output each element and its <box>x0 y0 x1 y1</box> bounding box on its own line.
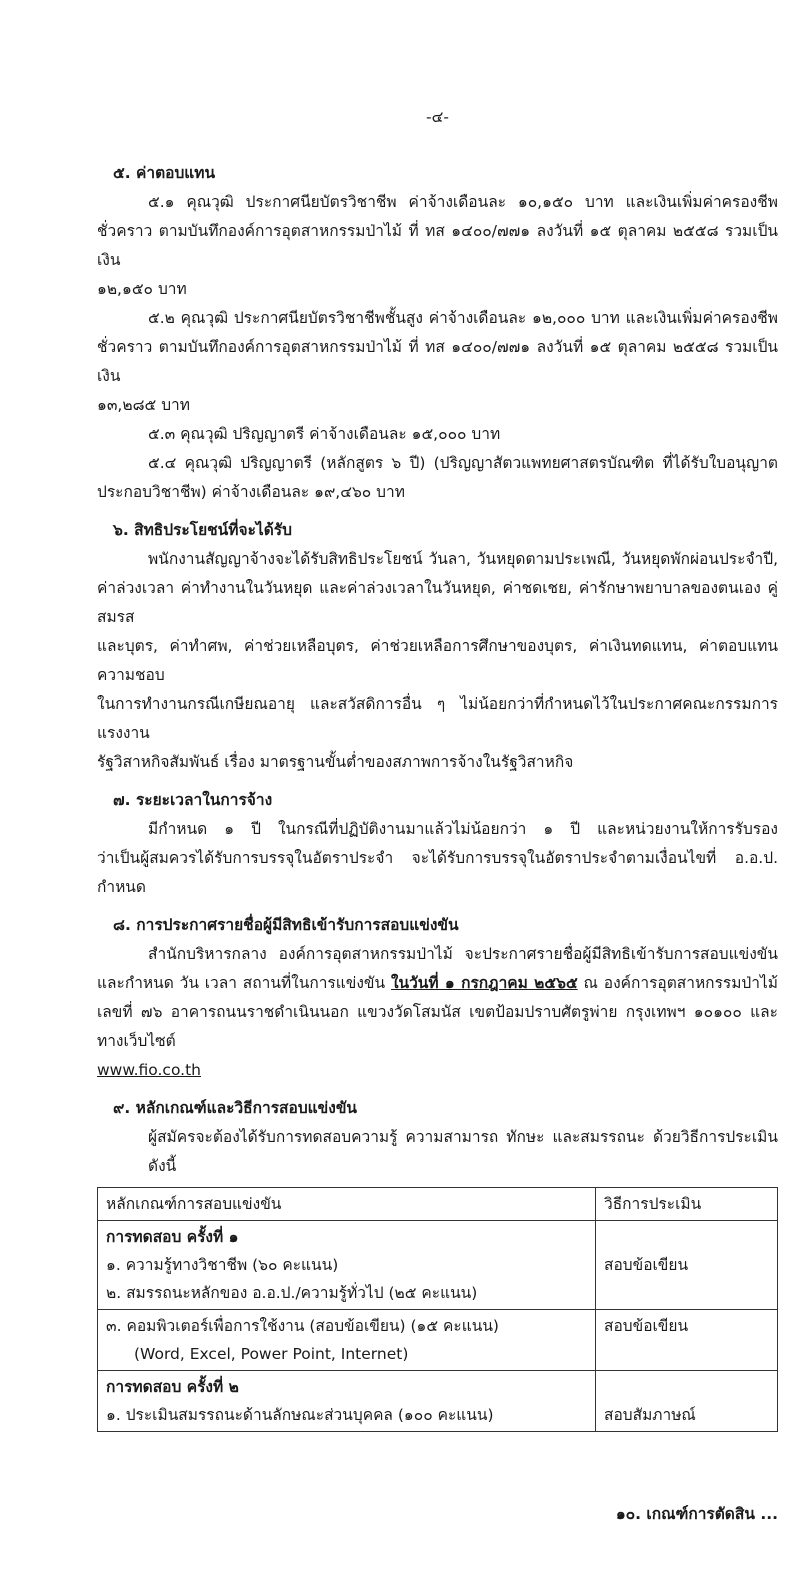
s8-text: และกำหนด วัน เวลา สถานที่ในการแข่งขัน <box>97 974 391 992</box>
section-7-heading: ๗. ระยะเวลาในการจ้าง <box>113 791 273 809</box>
s7-line: มีกำหนด ๑ ปี ในกรณีที่ปฏิบัติงานมาแล้วไม่น้อยกว่า ๑ ปี และหน่วยงานให้การรับรอง <box>148 820 778 838</box>
s6-line: และบุตร, ค่าทำศพ, ค่าช่วยเหลือบุตร, ค่าช่วยเหลือการศึกษาของบุตร, ค่าเงินทดแทน, ค่าตอบแทนความชอบ <box>97 637 778 684</box>
website-link[interactable]: www.fio.co.th <box>97 1061 201 1079</box>
exam-criteria-table <box>97 1187 778 1432</box>
header-method: วิธีการประเมิน <box>596 1188 778 1221</box>
s6-line: ในการทำงานกรณีเกษียณอายุ และสวัสดิการอื่น ๆ ไม่น้อยกว่าที่กำหนดไว้ในประกาศคณะกรรมการแรงงาน <box>97 695 778 742</box>
table-header-row <box>98 1188 778 1221</box>
method-cell: สอบข้อเขียน <box>596 1221 778 1310</box>
table-row <box>98 1371 778 1432</box>
exam-round-title: การทดสอบ ครั้งที่ ๑ <box>106 1228 239 1246</box>
next-section-continuation: ๑๐. เกณฑ์การตัดสิน ... <box>615 1505 778 1523</box>
s5-line: ๕.๒ คุณวุฒิ ประกาศนียบัตรวิชาชีพชั้นสูง ค่าจ้างเดือนละ ๑๒,๐๐๐ บาท และเงินเพิ่มค่าครองชีพ <box>148 309 778 327</box>
s5-line: ๑๒,๑๕๐ บาท <box>97 280 187 298</box>
announcement-date: ในวันที่ ๑ กรกฎาคม ๒๕๖๕ <box>390 974 578 992</box>
s9-line: ผู้สมัครจะต้องได้รับการทดสอบความรู้ ความสามารถ ทักษะ และสมรรถนะ ด้วยวิธีการประเมิน ดังนี้ <box>148 1128 778 1175</box>
s5-line: ๕.๔ คุณวุฒิ ปริญญาตรี (หลักสูตร ๖ ปี) (ปริญญาสัตวแพทยศาสตรบัณฑิต ที่ได้รับใบอนุญาต <box>148 454 778 472</box>
s8-line: เลขที่ ๗๖ อาคารถนนราชดำเนินนอก แขวงวัดโสมนัส เขตป้อมปราบศัตรูพ่าย กรุงเทพฯ ๑๐๑๐๐ และทางเว็บไซต์ <box>97 1003 778 1050</box>
s5-line: ๑๓,๒๘๕ บาท <box>97 396 190 414</box>
section-8-heading: ๘. การประกาศรายชื่อผู้มีสิทธิเข้ารับการสอบแข่งขัน <box>113 916 459 934</box>
s6-line: พนักงานสัญญาจ้างจะได้รับสิทธิประโยชน์ วันลา, วันหยุดตามประเพณี, วันหยุดพักผ่อนประจำปี, <box>148 550 778 568</box>
s8-text: ณ องค์การอุตสาหกรรมป่าไม้ <box>577 974 778 992</box>
exam-round-title: การทดสอบ ครั้งที่ ๒ <box>106 1378 239 1396</box>
criteria-item-detail: (Word, Excel, Power Point, Internet) <box>134 1345 409 1363</box>
method-cell: สอบสัมภาษณ์ <box>596 1371 778 1432</box>
s8-line: สำนักบริหารกลาง องค์การอุตสาหกรรมป่าไม้ จะประกาศรายชื่อผู้มีสิทธิเข้ารับการสอบแข่งขัน <box>148 945 778 963</box>
header-criteria: หลักเกณฑ์การสอบแข่งขัน <box>98 1188 596 1221</box>
s5-line: ชั่วคราว ตามบันทึกองค์การอุตสาหกรรมป่าไม้ ที่ ทส ๑๔๐๐/๗๗๑ ลงวันที่ ๑๕ ตุลาคม ๒๕๕๘ รวมเป็นเงิน <box>97 338 778 385</box>
criteria-item: ๓. คอมพิวเตอร์เพื่อการใช้งาน (สอบข้อเขียน) (๑๕ คะแนน) <box>106 1317 499 1335</box>
s7-line: ว่าเป็นผู้สมควรได้รับการบรรจุในอัตราประจำ จะได้รับการบรรจุในอัตราประจำตามเงื่อนไขที่ อ.อ.ป. กำหนด <box>97 849 778 896</box>
criteria-item: ๑. ความรู้ทางวิชาชีพ (๖๐ คะแนน) <box>106 1256 339 1274</box>
section-5-heading: ๕. ค่าตอบแทน <box>113 164 216 182</box>
criteria-item: ๑. ประเมินสมรรถนะด้านลักษณะส่วนบุคคล (๑๐๐ คะแนน) <box>106 1406 494 1424</box>
table-row <box>98 1310 778 1371</box>
section-9-heading: ๙. หลักเกณฑ์และวิธีการสอบแข่งขัน <box>113 1099 358 1117</box>
method-cell: สอบข้อเขียน <box>596 1310 778 1371</box>
s5-line: ประกอบวิชาชีพ) ค่าจ้างเดือนละ ๑๙,๔๖๐ บาท <box>97 483 405 501</box>
criteria-cell <box>98 1221 596 1310</box>
criteria-item: ๒. สมรรถนะหลักของ อ.อ.ป./ความรู้ทั่วไป (๒๕ คะแนน) <box>106 1284 478 1302</box>
s8-line <box>97 969 778 998</box>
s6-line: รัฐวิสาหกิจสัมพันธ์ เรื่อง มาตรฐานขั้นต่ำของสภาพการจ้างในรัฐวิสาหกิจ <box>97 753 574 771</box>
criteria-cell <box>98 1310 596 1371</box>
criteria-cell <box>98 1371 596 1432</box>
section-6-heading: ๖. สิทธิประโยชน์ที่จะได้รับ <box>113 521 292 539</box>
s5-line: ๕.๑ คุณวุฒิ ประกาศนียบัตรวิชาชีพ ค่าจ้างเดือนละ ๑๐,๑๕๐ บาท และเงินเพิ่มค่าครองชีพ <box>148 193 778 211</box>
s5-line: ชั่วคราว ตามบันทึกองค์การอุตสาหกรรมป่าไม้ ที่ ทส ๑๔๐๐/๗๗๑ ลงวันที่ ๑๕ ตุลาคม ๒๕๕๘ รวมเป็นเงิน <box>97 222 778 269</box>
page-number: -๔- <box>426 108 449 126</box>
s5-line: ๕.๓ คุณวุฒิ ปริญญาตรี ค่าจ้างเดือนละ ๑๕,๐๐๐ บาท <box>148 425 501 443</box>
table-row <box>98 1221 778 1310</box>
s6-line: ค่าล่วงเวลา ค่าทำงานในวันหยุด และค่าล่วงเวลาในวันหยุด, ค่าชดเชย, ค่ารักษาพยาบาลของตนเอง คู่สมรส <box>97 579 778 626</box>
